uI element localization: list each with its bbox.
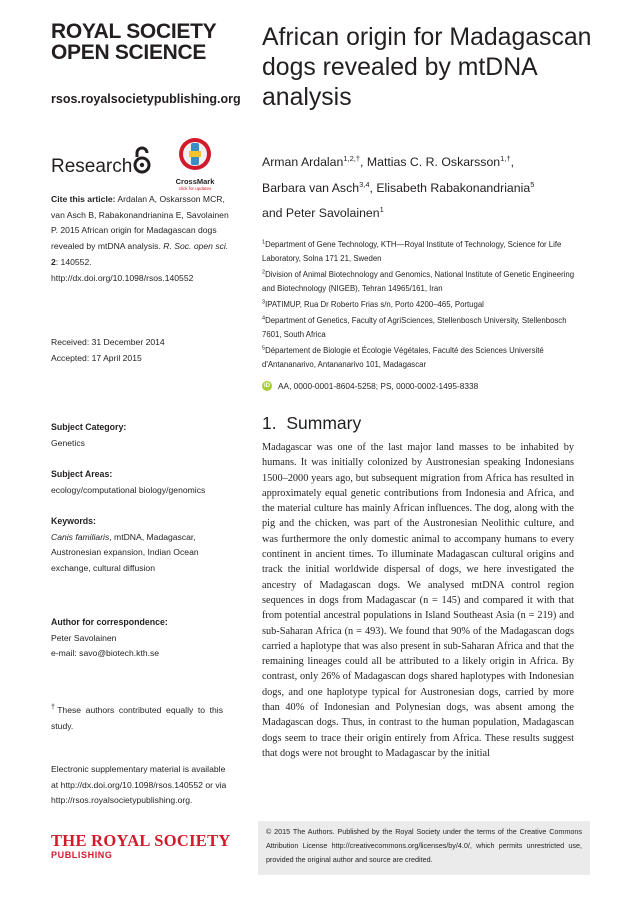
article-type: Research	[51, 156, 133, 177]
license-box: © 2015 The Authors. Published by the Royal Society under the terms of the Creative Commons Attribution License http://creativecommons.org/licenses/by/4.0/, which permits unrestricted use, provided the original author and source are credited.	[258, 821, 590, 875]
crossmark-label: CrossMark	[175, 177, 215, 186]
affiliation-4: $^4$Department of Genetics, Faculty of AgriSciences, Stellenbosch University, Stellenbosch 7601, South Africa	[262, 315, 567, 339]
citation-block	[51, 192, 231, 286]
keywords-rest: , mtDNA, Madagascar, Austronesian expansion, Indian Ocean exchange, cultural diffusion	[51, 531, 199, 574]
correspondence-block	[51, 615, 231, 662]
orcid-text: AA, 0000-0001-8604-5258; PS, 0000-0002-1495-8338	[278, 381, 479, 391]
accepted-date: Accepted: 17 April 2015	[51, 352, 142, 363]
received-date: Received: 31 December 2014	[51, 337, 165, 347]
dates-block	[51, 335, 231, 366]
summary-paragraph: Madagascar was one of the last major land masses to be inhabited by humans. It was initially colonized by Austronesian speaking Indonesians 1500–2000 years ago, but subsequent migration from Africa has resulted in approximately equal genetic contributions from Indonesia and Africa, and the material culture has mainly African influences. The dog, along with the pig and the chicken, was part of the Austronesian Neolithic culture, and was furthermore the only domestic animal to accompany humans to every continent in ancient times. To illuminate Madagascan cultural origins and track the initial worldwide dispersal of dogs, we here investigated the ancestry of Madagascan dogs. We analysed mtDNA control region sequences in dogs from Madagascar (n = 145) and compared it with that from potential ancestral populations in Island Southeast Asia (n = 219) and sub-Saharan Africa (n = 493). We found that 90% of the Madagascan dogs carried a haplotype that was also present in sub-Saharan Africa and that the remaining lineages could all be attributed to a likely origin in Africa. By contrast, only 26% of Madagascan dogs shared haplotypes with Indonesian dogs, and one haplotype typical for Austronesian dogs, carried by more than 40% of Indonesian and Polynesian dogs, was absent among the Madagascan dogs. Thus, in contrast to the human population, Madagascan dogs seem to trace their origin entirely from Africa. These results suggest that dogs were not brought to Madagascar by the initial	[262, 442, 574, 759]
subject-areas-value: ecology/computational biology/genomics	[51, 484, 206, 495]
open-access-icon	[132, 145, 152, 180]
publisher-sub: PUBLISHING	[51, 850, 113, 860]
cite-body: Ardalan A, Oskarsson MCR, van Asch B, Rabakonandrianina E, Savolainen P. 2015 African origin for Madagascan dogs revealed by mtDNA analysis.	[51, 194, 229, 252]
orcid-icon[interactable]: iD	[264, 383, 270, 389]
article-title: African origin for Madagascan dogs revealed by mtDNA analysis	[262, 24, 592, 111]
supplementary-text: Electronic supplementary material is available at http://dx.doi.org/10.1098/rsos.140552 or via http://rsos.royalsocietypublishing.org.	[51, 764, 227, 806]
section-number: 1.	[262, 413, 277, 433]
journal-name-line-1: ROYAL SOCIETY	[51, 20, 217, 43]
correspondence-email[interactable]: e-mail: savo@biotech.kth.se	[51, 648, 160, 659]
supplementary-note	[51, 762, 227, 809]
affiliation-2: $^2$Division of Animal Biotechnology and Genomics, National Institute of Genetic Engineering and Biotechnology (NIGEB), Tehran 14965/161, Iran	[262, 269, 575, 293]
dagger-mark: †	[51, 703, 58, 711]
cite-heading: Cite this article:	[51, 194, 116, 204]
crossmark-sublabel: click for updates	[178, 186, 212, 191]
affiliation-3: $^3$IPATIMUP, Rua Dr Roberto Frias s/n, Porto 4200–465, Portugal	[262, 299, 484, 309]
section-title: Summary	[286, 413, 362, 433]
subject-category-value: Genetics	[51, 437, 85, 448]
journal-url[interactable]: rsos.royalsocietypublishing.org	[51, 92, 241, 106]
crossmark-icon	[178, 137, 212, 171]
equal-contribution-text: These authors contributed equally to this study.	[51, 704, 223, 731]
cite-journal: R. Soc. open sci.	[163, 241, 229, 252]
subject-areas-block	[51, 467, 231, 498]
subject-areas-heading: Subject Areas:	[51, 469, 113, 479]
publisher-name: THE ROYAL SOCIETY	[51, 831, 231, 850]
cite-pages: : 140552.	[55, 256, 92, 267]
section-heading	[262, 413, 361, 434]
author-2: Mattias C. R. Oskarsson$^{1,\dagger}$,	[366, 153, 514, 169]
keywords-heading: Keywords:	[51, 516, 96, 526]
author-1: Arman Ardalan$^{1,2,\dagger}$,	[262, 153, 367, 169]
affiliation-1: $^1$Department of Gene Technology, KTH—Royal Institute of Technology, Science for Life Laboratory, Solna 171 21, Sweden	[262, 239, 562, 263]
cite-doi[interactable]: http://dx.doi.org/10.1098/rsos.140552	[51, 272, 194, 283]
affiliation-5: $^5$Département de Biologie et Écologie Végétales, Faculté des Sciences Université d'Antananarivo, Antananarivo 101, Madagascar	[262, 345, 544, 369]
affiliation-list	[262, 238, 587, 372]
subject-category-block	[51, 420, 231, 451]
royal-society-publishing-logo	[51, 832, 231, 860]
author-4: Elisabeth Rabakonandriania$^5$	[376, 179, 535, 195]
orcid-row	[262, 381, 478, 391]
journal-name-line-2: OPEN SCIENCE	[51, 41, 207, 64]
keyword-italic: Canis familiaris	[51, 531, 110, 542]
crossmark-badge[interactable]	[174, 137, 216, 191]
author-5: and Peter Savolainen$^1$	[262, 204, 384, 220]
correspondence-heading: Author for correspondence:	[51, 617, 168, 627]
author-3: Barbara van Asch$^{3,4}$,	[262, 179, 377, 195]
author-list	[262, 150, 592, 227]
subject-category-heading: Subject Category:	[51, 422, 127, 432]
correspondence-name: Peter Savolainen	[51, 632, 117, 643]
cite-volume: 2	[51, 256, 56, 267]
equal-contribution-note	[51, 700, 223, 734]
keywords-block	[51, 514, 231, 577]
